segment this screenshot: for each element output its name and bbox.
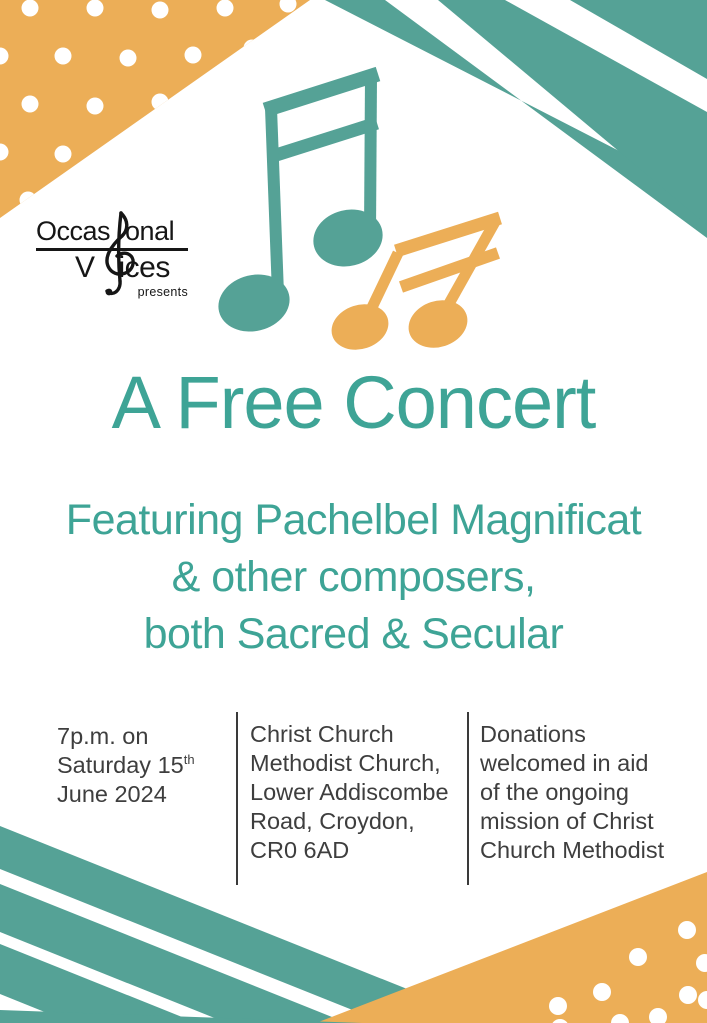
event-date: Saturday 15th — [57, 752, 195, 778]
text-line: of the ongoing — [480, 779, 629, 805]
event-time: 7p.m. on — [57, 723, 149, 749]
logo-tagline: presents — [137, 284, 188, 299]
event-venue — [250, 720, 465, 865]
text-line: welcomed in aid — [480, 750, 649, 776]
text-line: Christ Church — [250, 721, 394, 747]
details-divider-left — [236, 712, 238, 885]
event-month-year: June 2024 — [57, 781, 167, 807]
event-donations-note — [480, 720, 680, 865]
text-line: Methodist Church, — [250, 750, 441, 776]
text-line: mission of Christ — [480, 808, 654, 834]
logo-word-occasional: Occas onal — [36, 216, 175, 246]
text-line: Featuring Pachelbel Magnificat — [65, 496, 642, 544]
event-when — [57, 722, 232, 809]
text-line: & other composers, — [171, 553, 536, 601]
text-line: both Sacred & Secular — [143, 610, 564, 658]
details-divider-right — [467, 712, 469, 885]
text-line: Church Methodist — [480, 837, 665, 863]
date-ordinal-suffix: th — [183, 752, 195, 768]
text-line: Road, Croydon, — [250, 808, 415, 834]
logo-word-voices: V ices — [75, 250, 170, 284]
text-line: Donations — [480, 721, 586, 747]
poster-title: A Free Concert — [111, 361, 596, 444]
text-line: CR0 6AD — [250, 837, 350, 863]
text-line: Lower Addiscombe — [250, 779, 449, 805]
